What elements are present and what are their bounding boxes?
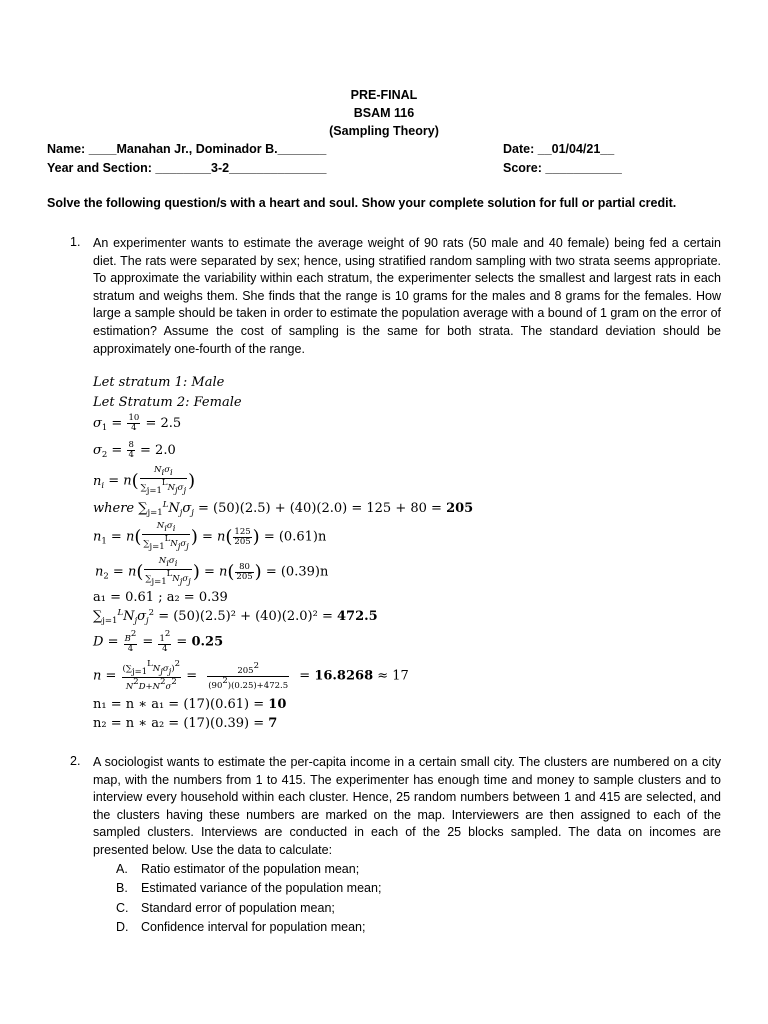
- list-item-label: C.: [116, 901, 129, 915]
- solution-d-formula: D = $\frac{B2}{4}$ = $\frac{12}{4}$ = 0.25: [93, 629, 224, 654]
- solution-n2-final: n₂ = n ∗ a₂ = (17)(0.39) = 7: [93, 716, 278, 731]
- score-field: [503, 161, 622, 175]
- question-2-number: 2.: [70, 754, 81, 768]
- date-label: Date:: [503, 142, 535, 156]
- exam-title: PRE-FINAL: [350, 88, 418, 102]
- name-label: Name:: [47, 142, 86, 156]
- solution-ni-formula: $n_i = n$( $\frac{\text{Niσi}}{\text{∑j=1LNjσj}}$ ): [93, 465, 196, 496]
- solution-sigma-2: $\sigma_2$ = $\frac{8}{4}$ = 2.0: [93, 440, 176, 460]
- solution-sigma-1: $\sigma_1$ = $\frac{10}{4}$ = 2.5: [93, 413, 182, 433]
- instructions: Solve the following question/s with a heart and soul. Show your complete solution for full or partial credit.: [47, 196, 677, 210]
- solution-n-formula: n = $\frac{\text{(∑j=1LNjσj)2}}{N2D+N2\sigma 2}$ = $\frac{2052}{(902)(0.25)+472.5}$ = 16.8268 ≈ 17: [93, 659, 409, 692]
- solution-a-values: a₁ = 0.61 ; a₂ = 0.39: [93, 590, 228, 605]
- year-section-label: Year and Section:: [47, 161, 152, 175]
- score-value: ___________: [545, 161, 622, 175]
- question-2-text: A sociologist wants to estimate the per-capita income in a certain small city. The clusters are numbered on a city map, with the numbers from 1 to 415. The experimenter has enough time and money to sample clusters and to interview every household within each cluster. Hence, 25 random numbers between 1 and 415 are selected, and the clusters having these numbers are marked on the map. Interviewers are then assigned to each of the sampled clusters. Interviews are conducted in each of the 25 blocks sampled. The data on incomes are presented below. Use the data to calculate:: [93, 755, 721, 857]
- solution-sum-squares: $\sum_{j=1}^LN_j\sigma_j^2 = (50)(2.5)^2 + (40)(2.0)^2 = 472.5$: [93, 608, 378, 626]
- list-item-text: Ratio estimator of the population mean;: [141, 862, 360, 876]
- date-value: __01/04/21__: [537, 142, 615, 156]
- solution-stratum-1: Let stratum 1: Male: [93, 375, 225, 390]
- list-item-text: Confidence interval for population mean;: [141, 920, 366, 934]
- score-label: Score:: [503, 161, 542, 175]
- list-item-label: B.: [116, 881, 128, 895]
- list-item-text: Standard error of population mean;: [141, 901, 335, 915]
- name-field: [47, 142, 326, 156]
- list-item-label: A.: [116, 862, 128, 876]
- solution-where-line: where $\sum_{j=1}^LN_j\sigma_j = (50)(2.5) + (40)(2.0) = 125 + 80 = 205$: [93, 500, 474, 518]
- course-code: BSAM 116: [353, 106, 415, 120]
- question-1-number: 1.: [70, 235, 81, 249]
- date-field: [503, 142, 614, 156]
- name-value: ____Manahan Jr., Dominador B._______: [88, 142, 327, 156]
- solution-n1-formula: $n_1 = n$( $\frac{\text{Niσi}}{\text{∑j=1LNjσj}}$ ) = n( $\frac{125}{205}$ ) = (0.61)n: [93, 521, 327, 552]
- course-subtitle: (Sampling Theory): [329, 124, 439, 138]
- solution-n2-formula: $n_2 = n$( $\frac{\text{Niσi}}{\text{∑j=1LNjσj}}$ ) = n( $\frac{80}{205}$ ) = (0.39)n: [95, 556, 329, 587]
- year-section-field: [47, 161, 326, 175]
- year-section-value: ________3-2______________: [155, 161, 327, 175]
- list-item-label: D.: [116, 920, 129, 934]
- list-item-text: Estimated variance of the population mean;: [141, 881, 382, 895]
- question-1-text: An experimenter wants to estimate the average weight of 90 rats (50 male and 40 female) being fed a certain diet. The rats were separated by sex; hence, using stratified random sampling with two strata seems appropriate. To approximate the variability within each stratum, the experimenter selects the smallest and largest rats in each stratum and weighs them. She finds that the range is 10 grams for the males and 8 grams for the females. How large a sample should be taken in order to estimate the population average with a bound of 1 gram on the error of estimation? Assume the cost of sampling is the same for both strata. The standard deviation should be approximately one-fourth of the range.: [93, 236, 721, 356]
- solution-stratum-2: Let Stratum 2: Female: [93, 395, 242, 410]
- solution-n1-final: n₁ = n ∗ a₁ = (17)(0.61) = 10: [93, 697, 287, 712]
